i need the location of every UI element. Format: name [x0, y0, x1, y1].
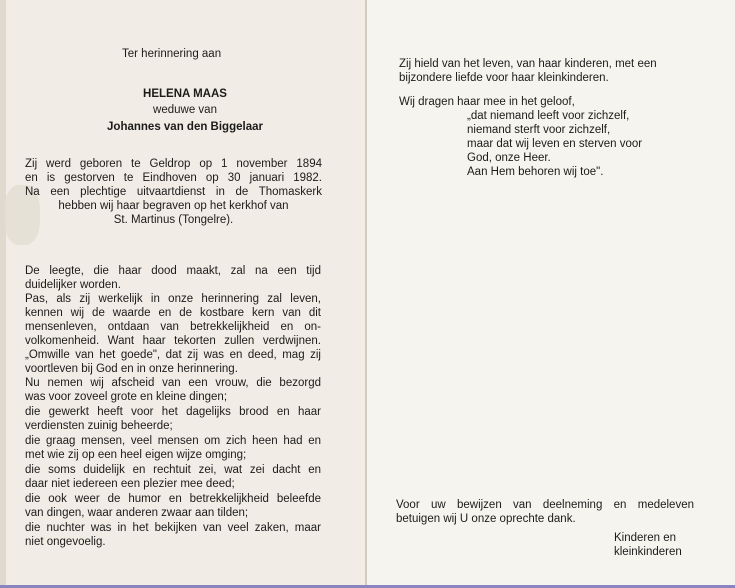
faith-line: Wij dragen haar mee in het geloof, [399, 96, 575, 108]
poem-line: die gewerkt heeft voor het dagelijks brood en haar [25, 406, 321, 418]
poem-line: die ook weer de humor en betrekkelijkheid beleefde [25, 493, 321, 505]
poem-line: volkomenheid. Want haar tekorten zullen verdwijnen. [25, 335, 321, 347]
signature-line: kleinkinderen [614, 546, 682, 558]
poem-line: voortleven bij God en in onze herinnering. [25, 363, 238, 375]
quote-line: maar dat wij leven en sterven voor [467, 138, 643, 150]
poem-line: „Omwille van het goede", dat zij was en deed, mag zij [25, 349, 321, 361]
poem-line: van dingen, waar anderen zwaar aan tilden; [25, 507, 249, 519]
quote-line: „dat niemand leeft voor zichzelf, [467, 110, 630, 122]
left-page [0, 0, 365, 588]
signature-line: Kinderen en [614, 532, 677, 544]
poem-line: die soms duidelijk en rechtuit zei, wat zei dacht en [25, 464, 321, 476]
bio-line: Zij werd geboren te Geldrop op 1 november 1894 [25, 158, 322, 170]
intro-text: Ter herinnering aan [122, 48, 222, 60]
poem-line: verdiensten zuinig beheerde; [25, 420, 173, 432]
poem-line: met wie zij op een heel eigen wijze omging; [25, 449, 247, 461]
quote-line: niemand sterft voor zichzelf, [467, 124, 611, 136]
page-edge [0, 0, 6, 588]
right-intro-line: Zij hield van het leven, van haar kinderen, met een [399, 58, 657, 70]
poem-line: niet ongevoelig. [25, 536, 106, 548]
bio-line: St. Martinus (Tongelre). [113, 214, 234, 226]
poem-line: Pas, als zij werkelijk in onze herinnering zal leven, [25, 293, 321, 305]
quote-line: Aan Hem behoren wij toe". [467, 166, 604, 178]
poem-line: die graag mensen, veel mensen om zich heen had en [25, 435, 321, 447]
poem-line: daar niet iedereen een plezier mee deed; [25, 478, 235, 490]
widow-of-text: weduwe van [153, 104, 217, 116]
poem-line: was voor zoveel grote en kleine dingen; [25, 391, 228, 403]
thanks-line: Voor uw bewijzen van deelneming en medeleven [396, 499, 694, 511]
bio-line: Na een plechtige uitvaartdienst in de Thomaskerk [25, 186, 322, 198]
poem-line: die nuchter was in het bekijken van veel zaken, maar [25, 522, 321, 534]
poem-line: kennen wij de waarde en de kostbare kern van dit [25, 307, 321, 319]
quote-line: God, onze Heer. [467, 152, 551, 164]
bio-line: en is gestorven te Eindhoven op 30 januari 1982. [25, 172, 322, 184]
poem-line: duidelijker worden. [25, 279, 121, 291]
bio-line: hebben wij haar begraven op het kerkhof van [58, 200, 289, 212]
poem-line: mensenleven, ontdaan van betrekkelijkheid en on- [25, 321, 321, 333]
poem-line: Nu nemen wij afscheid van een vrouw, die bezorgd [25, 377, 321, 389]
poem-line: De leegte, die haar dood maakt, zal na een tijd [25, 265, 321, 277]
thanks-line: betuigen wij U onze oprechte dank. [396, 513, 576, 525]
right-intro-line: bijzondere liefde voor haar kleinkinderen. [399, 72, 609, 84]
deceased-name: HELENA MAAS [143, 88, 227, 100]
husband-name: Johannes van den Biggelaar [107, 121, 263, 133]
right-page [367, 0, 735, 588]
